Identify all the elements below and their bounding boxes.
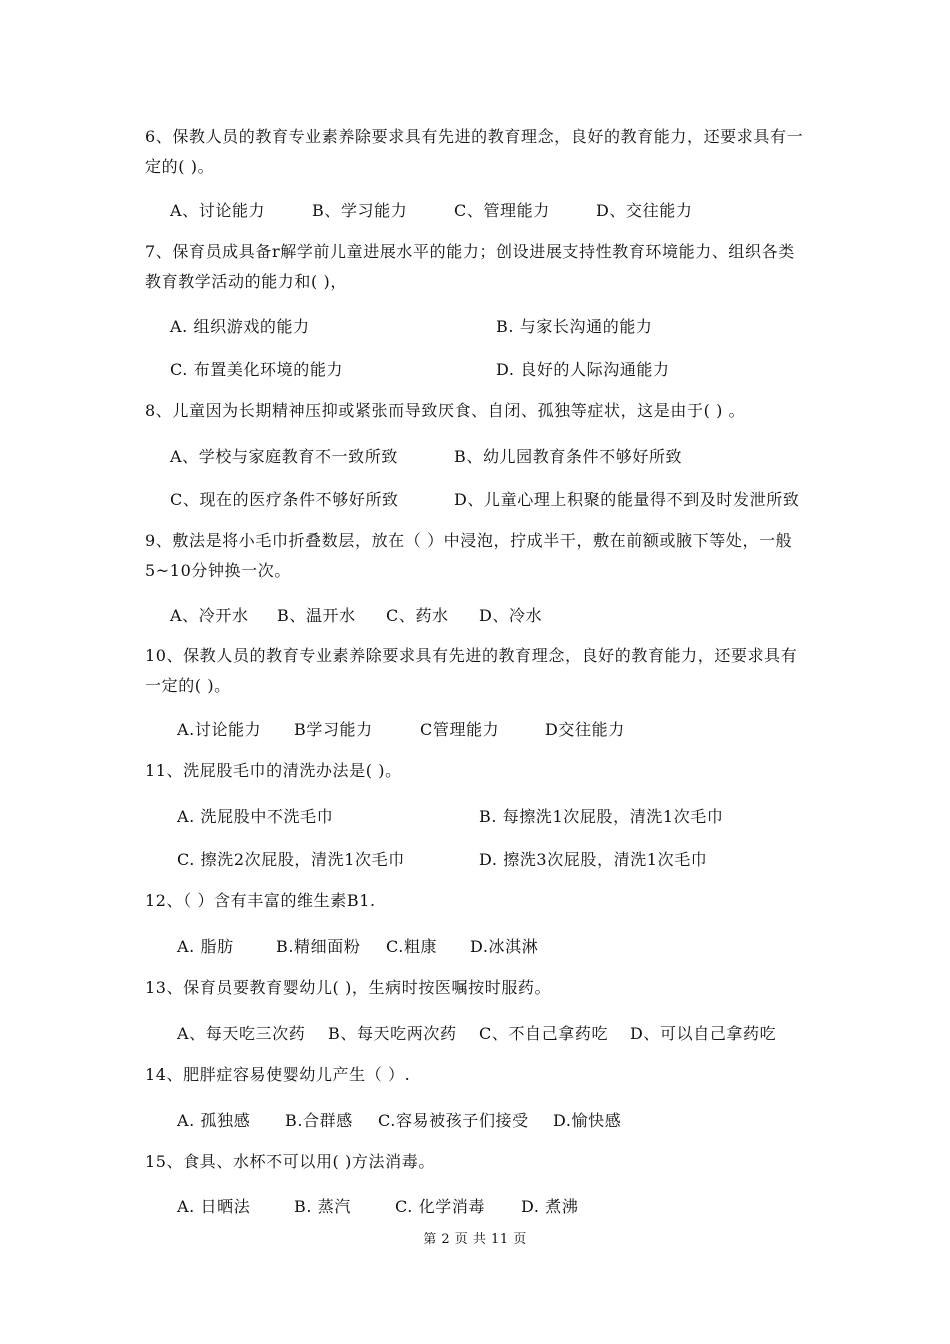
stem-line: 定的( )。 [145, 157, 215, 176]
option-b: B.精细面粉 [276, 937, 361, 956]
option-c: C、管理能力 [454, 201, 550, 220]
option-a: A. 孤独感 [177, 1111, 251, 1130]
option-d: D. 煮沸 [521, 1197, 579, 1216]
option-a: A. 脂肪 [177, 937, 234, 956]
option-d: D、交往能力 [596, 201, 693, 220]
option-b: B、学习能力 [312, 201, 408, 220]
stem-line: 10、保教人员的教育专业素养除要求具有先进的教育理念，良好的教育能力，还要求具有 [145, 646, 798, 665]
stem-line: 13、保育员要教育婴幼儿( )，生病时按医嘱按时服药。 [145, 978, 552, 997]
option-b: B. 与家长沟通的能力 [496, 317, 653, 336]
option-b: B.合群感 [285, 1111, 353, 1130]
option-b: B、每天吃两次药 [328, 1024, 457, 1043]
option-d: D. 擦洗3次屁股，清洗1次毛巾 [479, 850, 708, 869]
option-c: C.粗康 [386, 937, 438, 956]
question-6-stem [145, 122, 815, 182]
stem-line: 15、食具、水杯不可以用( )方法消毒。 [145, 1152, 435, 1171]
stem-line: 6、保教人员的教育专业素养除要求具有先进的教育理念，良好的教育能力，还要求具有一 [145, 127, 804, 146]
option-c: C. 布置美化环境的能力 [170, 360, 344, 379]
stem-line: 9、敷法是将小毛巾折叠数层，放在（ ）中浸泡，拧成半干，敷在前额或腋下等处，一般 [145, 531, 793, 550]
question-7-stem [145, 237, 815, 297]
option-a: A、讨论能力 [170, 201, 266, 220]
question-12-stem [145, 886, 815, 916]
question-10-stem [145, 641, 815, 701]
option-b: B. 蒸汽 [294, 1197, 351, 1216]
stem-line: 一定的( )。 [145, 676, 231, 695]
option-b: B学习能力 [294, 720, 373, 739]
stem-line: 8、儿童因为长期精神压抑或紧张而导致厌食、自闭、孤独等症状，这是由于( ) 。 [145, 401, 746, 420]
question-8-stem [145, 396, 815, 426]
option-c: C、现在的医疗条件不够好所致 [170, 490, 399, 509]
question-15-stem [145, 1147, 815, 1177]
option-b: B、温开水 [277, 606, 356, 625]
stem-line: 7、保育员成具备r解学前儿童进展水平的能力；创设进展支持性教育环境能力、组织各类 [145, 242, 795, 261]
option-c: C、药水 [386, 606, 449, 625]
question-14-stem [145, 1060, 815, 1090]
stem-line: 12、（ ）含有丰富的维生素B1. [145, 891, 376, 910]
stem-line: 5~10分钟换一次。 [145, 561, 291, 580]
option-a: A、学校与家庭教育不一致所致 [170, 447, 398, 466]
option-d: D.愉快感 [553, 1111, 622, 1130]
option-c: C管理能力 [420, 720, 500, 739]
option-d: D、可以自己拿药吃 [630, 1024, 777, 1043]
option-d: D.冰淇淋 [470, 937, 539, 956]
option-c: C. 化学消毒 [395, 1197, 486, 1216]
option-a: A、每天吃三次药 [177, 1024, 306, 1043]
stem-line: 14、肥胖症容易使婴幼儿产生（ ）. [145, 1065, 411, 1084]
page-footer: 第 2 页 共 11 页 [423, 1232, 527, 1247]
option-a: A、冷开水 [170, 606, 249, 625]
option-c: C.容易被孩子们接受 [378, 1111, 529, 1130]
option-c: C. 擦洗2次屁股，清洗1次毛巾 [177, 850, 405, 869]
question-13-stem [145, 973, 815, 1003]
question-11-stem [145, 756, 815, 786]
option-a: A. 组织游戏的能力 [170, 317, 310, 336]
option-b: B. 每擦洗1次屁股，清洗1次毛巾 [479, 807, 724, 826]
option-d: D交往能力 [545, 720, 625, 739]
option-c: C、不自己拿药吃 [479, 1024, 609, 1043]
option-a: A. 日晒法 [177, 1197, 251, 1216]
option-d: D、儿童心理上积聚的能量得不到及时发泄所致 [454, 490, 800, 509]
option-a: A.讨论能力 [177, 720, 262, 739]
question-9-stem [145, 526, 815, 586]
option-d: D. 良好的人际沟通能力 [496, 360, 670, 379]
stem-line: 教育教学活动的能力和( )， [145, 272, 347, 291]
option-b: B、幼儿园教育条件不够好所致 [454, 447, 683, 466]
stem-line: 11、洗屁股毛巾的清洗办法是( )。 [145, 761, 402, 780]
option-d: D、冷水 [479, 606, 543, 625]
option-a: A. 洗屁股中不洗毛巾 [177, 807, 334, 826]
